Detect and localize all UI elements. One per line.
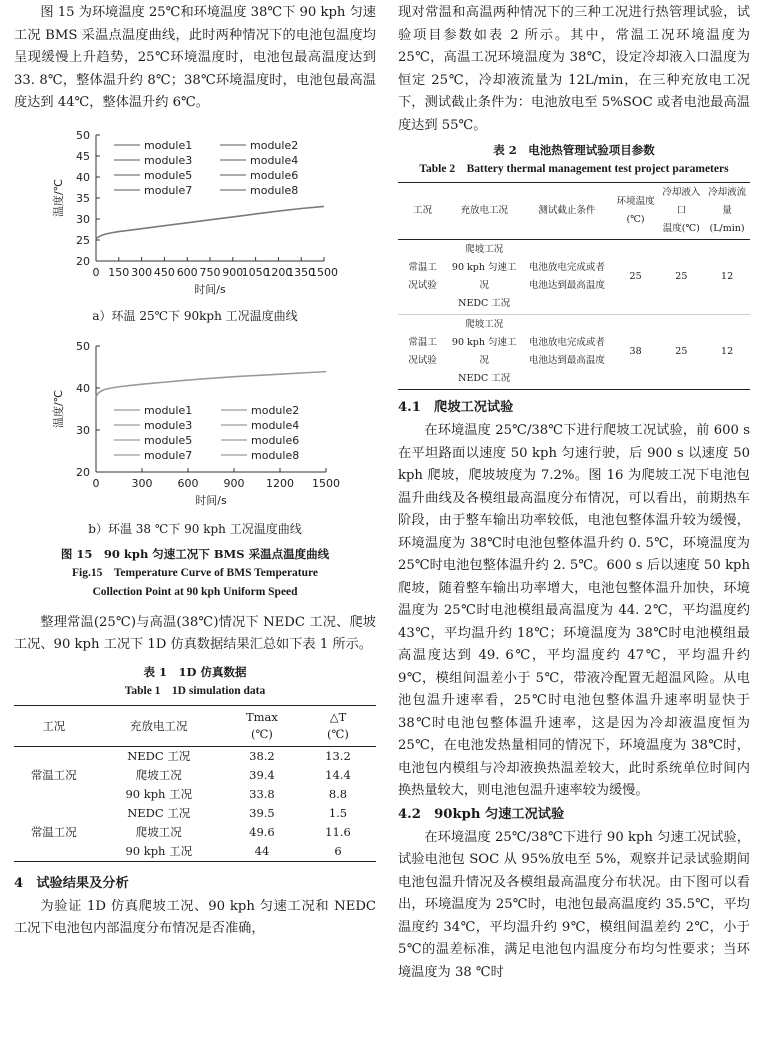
legend-label: module4 — [250, 153, 299, 167]
x-tick-label: 1050 — [241, 265, 270, 279]
table-cell: 39.4 — [249, 768, 275, 782]
figure-caption-en-2: Collection Point at 90 kph Uniform Speed — [92, 585, 298, 598]
legend-label: module3 — [144, 418, 193, 432]
legend-label: module2 — [251, 403, 300, 417]
table-cell-line: 90 kph 匀速工况 — [451, 337, 517, 366]
table-cell: 13.2 — [325, 749, 351, 763]
x-axis-label: 时间/s — [195, 493, 227, 507]
table-cell-line: 常温工 — [408, 337, 437, 348]
table-cell: 1.5 — [328, 806, 348, 820]
table-cell-line: NEDC 工况 — [458, 298, 511, 309]
table-cell: 49.6 — [249, 825, 275, 839]
table-row — [398, 240, 750, 315]
x-tick-label: 0 — [92, 476, 100, 490]
table-cell: 33.8 — [249, 787, 275, 801]
chart-a-svg — [14, 125, 376, 305]
table1-header-label: △T — [329, 709, 347, 724]
legend-label: module2 — [250, 138, 299, 152]
table-cell-line: 电池放电完成或者 — [528, 262, 605, 273]
figure-caption-en-1: Fig.15 Temperature Curve of BMS Temperature — [71, 566, 319, 579]
table-cell — [398, 240, 447, 315]
table2 — [398, 182, 750, 390]
y-tick-label: 30 — [76, 423, 90, 437]
section-title: 4.1 爬坡工况试验 — [398, 400, 514, 415]
table-cell: 90 kph 工况 — [125, 844, 193, 858]
x-tick-label: 1350 — [287, 265, 316, 279]
table-cell-line: 电池放电完成或者 — [528, 337, 605, 348]
paragraph: 整理常温(25℃)与高温(38℃)情况下 NEDC 工况、爬坡工况、90 kph 工况下 1D 仿真数据结果汇总如下表 1 所示。 — [14, 614, 376, 652]
table-cell: 爬坡工况 — [135, 825, 182, 839]
x-tick-label: 900 — [222, 265, 244, 279]
x-tick-label: 300 — [131, 476, 153, 490]
paragraph: 图 15 为环境温度 25℃和环境温度 38℃下 90 kph 匀速工况 BMS 采温点温度曲线，此时两种情况下的电池包温度均呈现缓慢上升趋势，25℃环境温度时，电池包最高温度达到 33. 8℃，整体温升约 8℃；38℃环境温度时，电池包最高温度达到 44℃，整体温升约 6℃。 — [14, 5, 376, 110]
y-tick-label: 20 — [76, 465, 90, 479]
paragraph: 在环境温度 25℃/38℃下进行 90 kph 匀速工况试验，试验电池包 SOC 从 95%放电至 5%，观察并记录试验期间电池包温升情况及各模组最高温度分布状况。由下图可以看出，环境温度为 25℃时，电池包最高温度约 35.5℃，平均温度约 34℃，平均温升约 9℃，模组间温差约 2℃，小于 5℃的温差标准，满足电池包内温度分布均匀性要求；当环境温度为 38 ℃时 — [398, 829, 750, 980]
legend-label: module6 — [251, 433, 300, 447]
series-line — [96, 371, 326, 397]
x-tick-label: 600 — [177, 476, 199, 490]
y-tick-label: 30 — [76, 212, 90, 226]
y-tick-label: 50 — [76, 339, 90, 353]
table2-header — [704, 183, 750, 240]
legend-label: module6 — [250, 168, 299, 182]
table-cell: NEDC 工况 — [127, 806, 191, 820]
table-cell: NEDC 工况 — [127, 749, 191, 763]
y-tick-label: 25 — [76, 233, 90, 247]
table2-caption-en: Table 2 Battery thermal management test project parameters — [419, 163, 729, 175]
x-tick-label: 300 — [131, 265, 153, 279]
chart-b — [14, 336, 376, 518]
x-tick-label: 1200 — [264, 265, 293, 279]
legend-label: module7 — [144, 183, 193, 197]
left-column — [14, 0, 376, 941]
table1-header — [224, 705, 300, 746]
table1-header: 工况 — [42, 718, 66, 733]
table-cell: 6 — [334, 844, 342, 858]
table1-header — [300, 705, 376, 746]
table2-header: 充放电工况 — [460, 205, 508, 216]
table1-header-label: Tmax — [245, 709, 278, 724]
table-cell: 12 — [721, 346, 734, 357]
y-tick-label: 20 — [76, 254, 90, 268]
chart-a-caption: a）环温 25℃下 90kph 工况温度曲线 — [92, 308, 298, 323]
table1-header-unit: (℃) — [327, 726, 349, 741]
table-cell: 14.4 — [325, 768, 351, 782]
table-cell-line: 爬坡工况 — [465, 319, 504, 330]
table-cell — [447, 240, 521, 315]
table1-caption-cn: 表 1 1D 仿真数据 — [143, 664, 247, 679]
table-cell-line: 况试验 — [408, 355, 437, 366]
table-cell: 25 — [675, 271, 688, 282]
table-cell-line: 爬坡工况 — [465, 244, 504, 255]
chart-b-svg — [14, 336, 376, 518]
table2-header: 测试截止条件 — [538, 205, 596, 216]
legend-label: module1 — [144, 403, 193, 417]
table2-header — [658, 183, 704, 240]
table-cell — [521, 315, 613, 390]
x-tick-label: 1200 — [266, 476, 294, 490]
paragraph: 在环境温度 25℃/38℃下进行爬坡工况试验，前 600 s 在平坦路面以速度 50 kph 匀速行驶，后 900 s 以速度 50 kph 爬坡，爬坡坡度为 7.2%。图 16 为爬坡工况下电池包温升曲线及各模组最高温度分布情况，可以看出，前期热车阶段，由于整车输出功率较低，电池包整体温升较为缓慢，环境温度为 38℃时电池包整体温升约 0. 5℃，环境温度为 25℃时电池包整体温升约 2. 5℃。600 s 后以速度 50 kph 爬坡，随着整车输出功率增大，电池包整体温升加快，环境温度为 25℃时电池模组最高温度为 44. 2℃，平均温度约 43℃，平均温升约 18℃；环境温度为 38℃时电池模组最高温度达到 49. 6℃，平均温度约 47℃，平均温升约 9℃，模组间温差小于 5℃，带液冷配置无超温风险。从电池包温升速率看，25℃时电池包整体温升速率明显快于 38℃时电池包整体温升速率，这是因为冷却液温度恒为 25℃，在电池发热量相同的情况下，环境温度为 38℃时，电池包内模组与冷却液换热温差较大，此时系统单位时间内换热量较大，则电池包温升速率较为缓慢。 — [398, 423, 750, 798]
y-tick-label: 35 — [76, 191, 90, 205]
table-cell — [447, 315, 521, 390]
y-tick-label: 40 — [76, 381, 90, 395]
table-cell — [398, 315, 447, 390]
table2-header-label: 环境温度 — [616, 196, 655, 207]
table-cell: 爬坡工况 — [135, 768, 182, 782]
y-tick-label: 50 — [76, 128, 90, 142]
legend-label: module8 — [251, 448, 300, 462]
x-tick-label: 900 — [223, 476, 245, 490]
table1-group: 常温工况 — [30, 768, 77, 782]
table-cell: 90 kph 工况 — [125, 787, 193, 801]
legend-label: module8 — [250, 183, 299, 197]
table-cell-line: 电池达到最高温度 — [528, 355, 605, 366]
table2-header-label: 冷却液入口 — [662, 187, 701, 216]
paragraph: 为验证 1D 仿真爬坡工况、90 kph 匀速工况和 NEDC 工况下电池包内部温度分布情况是否准确， — [14, 898, 376, 936]
x-tick-label: 600 — [176, 265, 198, 279]
table-cell: 38 — [629, 346, 642, 357]
table-cell — [521, 240, 613, 315]
x-tick-label: 150 — [108, 265, 130, 279]
table-cell: 44 — [254, 844, 270, 858]
legend-label: module5 — [144, 168, 193, 182]
y-tick-label: 45 — [76, 149, 90, 163]
table-cell-line: NEDC 工况 — [458, 373, 511, 384]
legend-label: module4 — [251, 418, 300, 432]
x-tick-label: 450 — [153, 265, 175, 279]
paragraph: 现对常温和高温两种情况下的三种工况进行热管理试验，试验项目参数如表 2 所示。其中，常温工况环境温度为 25℃，高温工况环境温度为 38℃，设定冷却液入口温度为恒定 25℃，冷却液流量为 12L/min，在三种充放电工况下，测试截止条件为：电池放电至 5%SOC 或者电池最高温度达到 55℃。 — [398, 5, 750, 133]
table1-header-unit: (℃) — [251, 726, 273, 741]
figure-caption-cn: 图 15 90 kph 匀速工况下 BMS 采温点温度曲线 — [60, 546, 330, 561]
table-cell-line: 电池达到最高温度 — [528, 280, 605, 291]
x-tick-label: 750 — [199, 265, 221, 279]
table-row — [14, 746, 376, 766]
table1-header: 充放电工况 — [130, 718, 188, 733]
section-title: 4 试验结果及分析 — [14, 875, 129, 891]
x-tick-label: 0 — [92, 265, 100, 279]
table2-caption-cn: 表 2 电池热管理试验项目参数 — [493, 143, 655, 157]
y-axis-label: 温度/℃ — [52, 389, 65, 428]
y-axis-label: 温度/℃ — [52, 178, 65, 217]
table-cell: 38.2 — [249, 749, 275, 763]
legend-label: module3 — [144, 153, 193, 167]
table1-group: 常温工况 — [30, 825, 77, 839]
table-cell: 8.8 — [328, 787, 348, 801]
chart-b-caption: b）环温 38 ℃下 90 kph 工况温度曲线 — [88, 521, 302, 536]
table-cell: 39.5 — [249, 806, 275, 820]
chart-a — [14, 125, 376, 305]
table-cell-line: 常温工 — [408, 262, 437, 273]
table1-caption-en: Table 1 1D simulation data — [124, 684, 266, 697]
table-cell-line: 90 kph 匀速工况 — [451, 262, 517, 291]
table-cell-line: 况试验 — [408, 280, 437, 291]
table2-header-unit: (℃) — [626, 214, 645, 225]
table-row — [14, 804, 376, 823]
table2-header-unit: (L/min) — [709, 223, 745, 234]
legend-label: module1 — [144, 138, 193, 152]
table1 — [14, 705, 376, 862]
legend-label: module5 — [144, 433, 193, 447]
table-cell: 25 — [629, 271, 642, 282]
x-axis-label: 时间/s — [194, 282, 226, 296]
y-tick-label: 40 — [76, 170, 90, 184]
table2-header: 工况 — [413, 205, 433, 216]
x-tick-label: 1500 — [312, 476, 340, 490]
series-line — [96, 206, 324, 239]
legend-label: module7 — [144, 448, 193, 462]
x-tick-label: 1500 — [310, 265, 338, 279]
right-column — [398, 0, 750, 984]
table-cell: 25 — [675, 346, 688, 357]
table-cell: 11.6 — [325, 825, 351, 839]
table-cell: 12 — [721, 271, 734, 282]
table2-header-unit: 温度(℃) — [662, 223, 700, 234]
table2-header — [613, 183, 659, 240]
table2-header-label: 冷却液流量 — [708, 187, 747, 216]
table-row — [398, 315, 750, 390]
section-title: 4.2 90kph 匀速工况试验 — [398, 806, 565, 822]
